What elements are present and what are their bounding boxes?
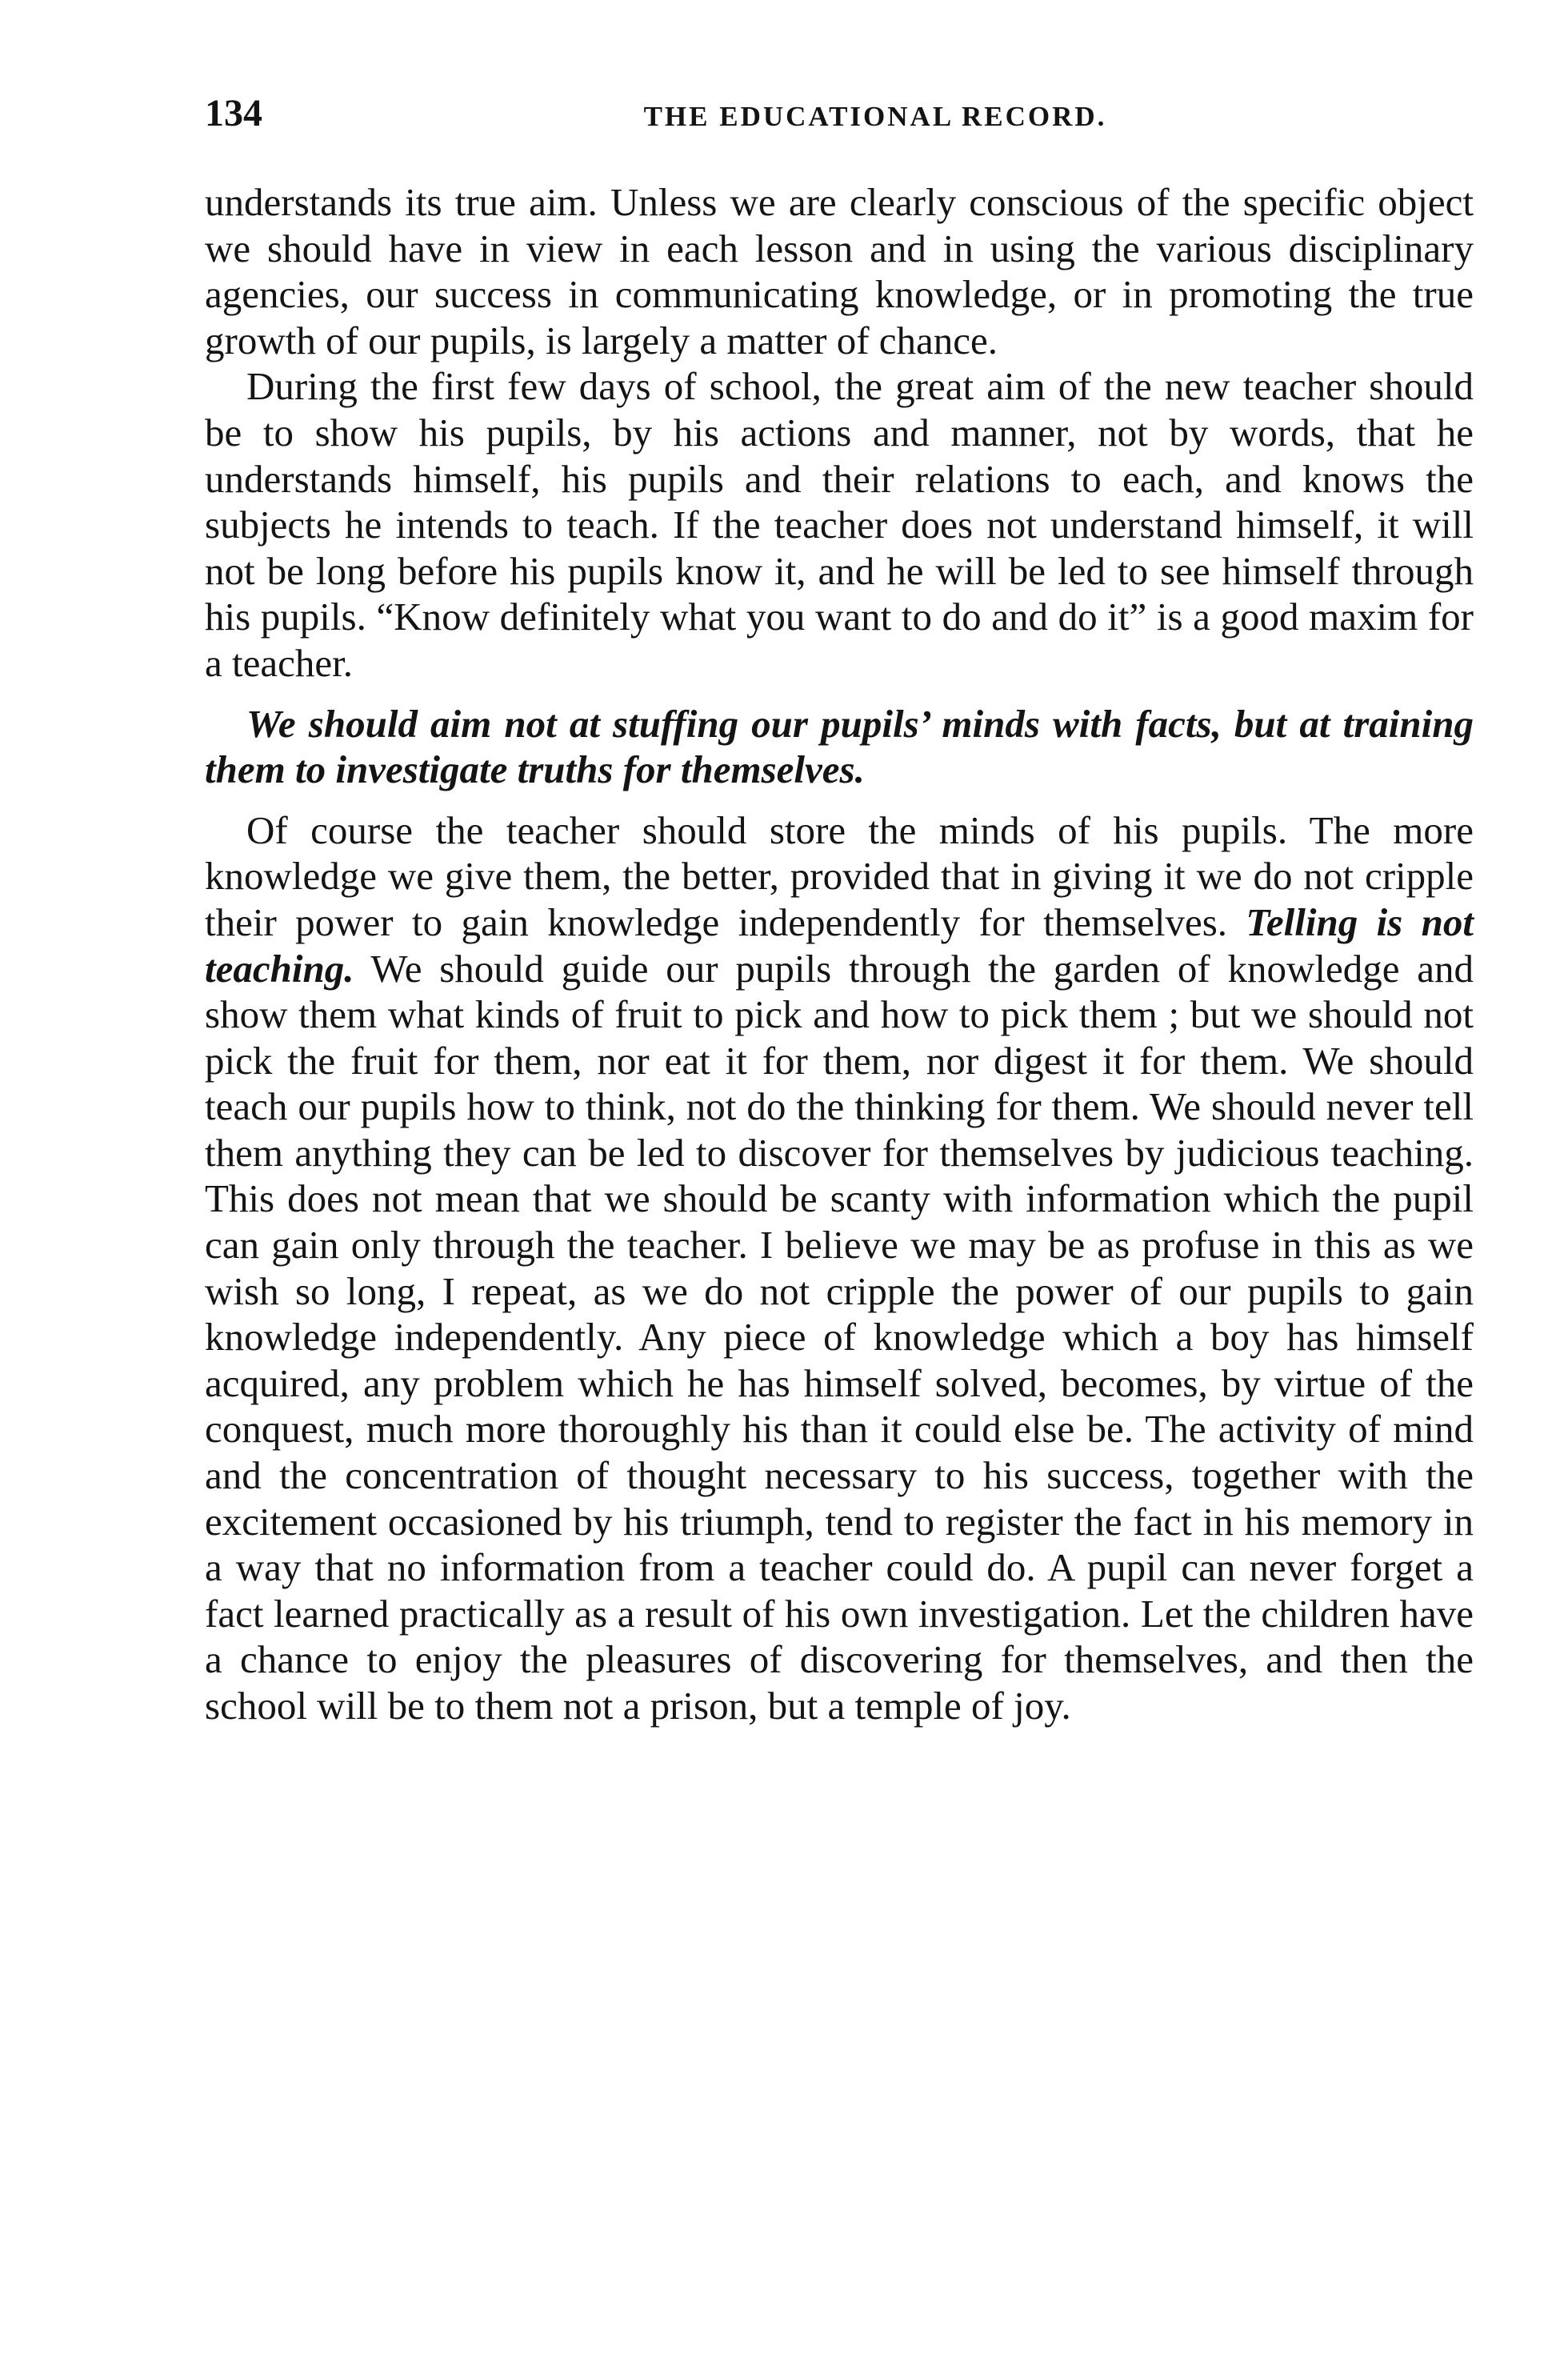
paragraph-store-minds-part2: We should guide our pupils through the garden of knowledge and show them what kinds of fruit to pick and how to pick them ; but we should not pick the fruit for them, nor eat it for them, nor digest it for them. We should teach our pupils how to think, not do the thinking for them. We should never tell them anything they can be led to discover for themselves by judicious teaching. This does not mean that we should be scanty with information which the pupil can gain only through the teacher. I believe we may be as profuse in this as we wish so long, I repeat, as we do not cripple the power of our pupils to gain knowledge independently. Any piece of knowledge which a boy has himself acquired, any problem which he has himself solved, becomes, by virtue of the conquest, much more thoroughly his than it could else be. The activity of mind and the concentration of thought necessary to his success, together with the excitement occasioned by his triumph, tend to register the fact in his memory in a way that no information from a teacher could do. A pupil can never forget a fact learned practically as a result of his own investigation. Let the children have a chance to enjoy the pleasures of discovering for themselves, and then the school will be to them not a prison, but a temple of joy. — [205, 946, 1474, 1728]
paragraph-continuation: understands its true aim. Unless we are clearly conscious of the specific object we should have in view in each lesson and in using the various disciplinary agencies, our success in communicating knowledge, or in promoting the true growth of our pupils, is largely a matter of chance. — [205, 180, 1474, 362]
book-page — [205, 90, 1474, 1729]
body-text — [205, 179, 1474, 1729]
journal-title: THE EDUCATIONAL RECORD. — [643, 101, 1107, 132]
running-head — [205, 90, 1474, 138]
telling-not-teaching: Telling is not teaching. — [205, 899, 1474, 991]
paragraph-store-minds — [205, 807, 1474, 1729]
paragraph-store-minds-part1: Of course the teacher should store the minds of his pupils. The more knowledge we give them, the better, provided that in giving it we do not cripple their power to gain knowledge independently for themselves. — [205, 807, 1474, 944]
page-number: 134 — [205, 92, 262, 134]
italic-maxim: We should aim not at stuffing our pupils’ minds with facts, but at training them to investigate truths for themselves. — [205, 701, 1474, 792]
paragraph-new-teacher: During the first few days of school, the great aim of the new teacher should be to show his pupils, by his actions and manner, not by words, that he understands himself, his pupils and their relations to each, and knows the subjects he intends to teach. If the teacher does not understand himself, it will not be long before his pupils know it, and he will be led to see himself through his pupils. “Know definitely what you want to do and do it” is a good maxim for a teacher. — [205, 364, 1474, 685]
